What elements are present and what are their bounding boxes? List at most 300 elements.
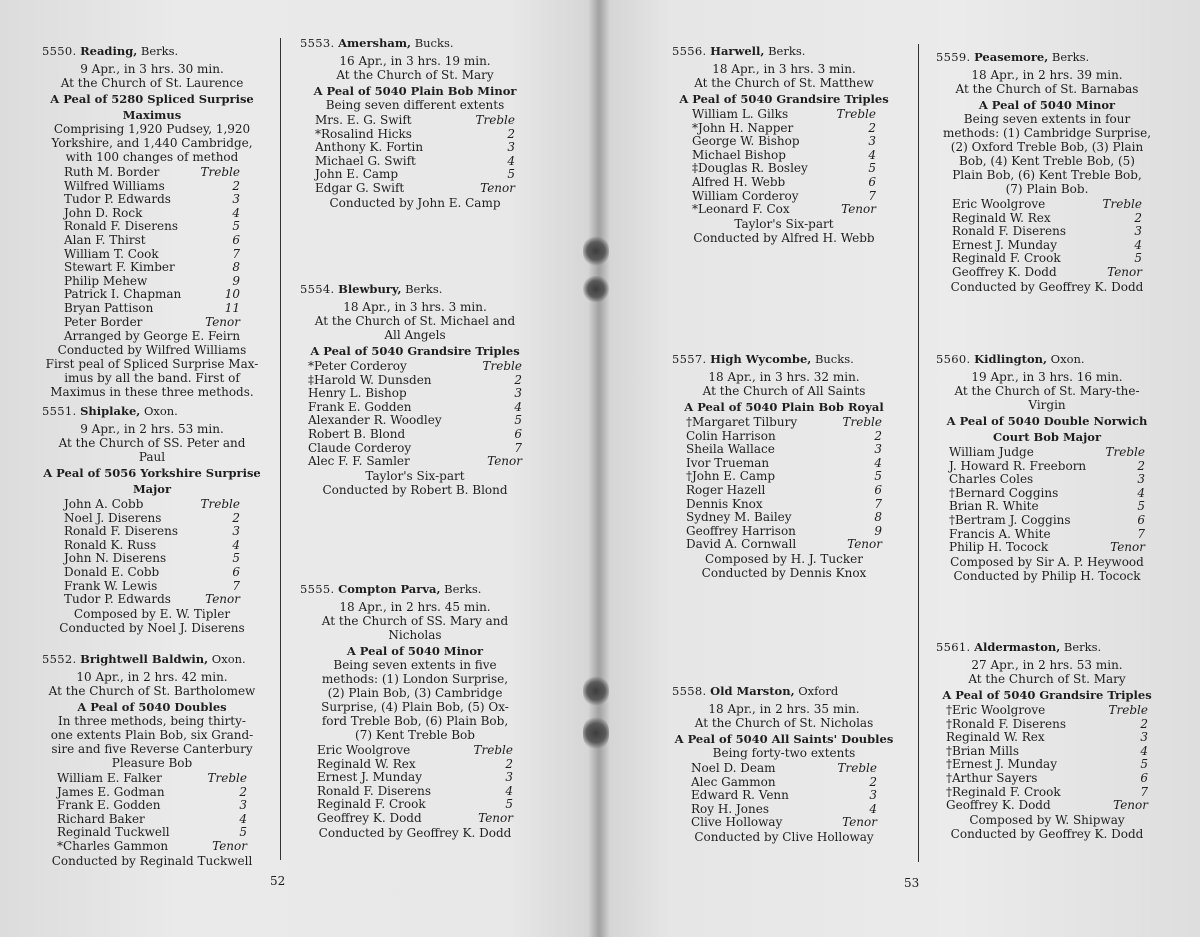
ringer-list: [691, 761, 877, 829]
bell-number: 5: [868, 161, 876, 176]
bell-number: 3: [1137, 472, 1145, 487]
method-note: Being seven different extents: [325, 98, 505, 112]
ringer-row: [691, 775, 877, 789]
peal-date: 27 Apr., in 2 hrs. 53 min.: [971, 658, 1123, 672]
bell-number: Treble: [842, 415, 882, 429]
bell-number: 3: [868, 134, 876, 149]
method-note: Yorkshire, and 1,440 Cambridge,: [51, 136, 253, 150]
church-line: At the Church of St. Nicholas: [694, 716, 874, 730]
ringer-list: [952, 197, 1142, 279]
peal-record: [672, 44, 896, 245]
peal-footnote: Conducted by Noel J. Diserens: [59, 620, 245, 635]
bell-number: 8: [232, 260, 240, 275]
ringer-list: [317, 743, 513, 825]
bell-number: Treble: [1108, 703, 1148, 717]
peal-place: Shiplake,: [80, 404, 141, 418]
bell-number: Treble: [200, 497, 240, 511]
ringer-row: [64, 274, 240, 288]
peal-number: 5554.: [300, 282, 335, 296]
bell-number: 2: [868, 120, 876, 135]
ringer-row: [64, 233, 240, 247]
staple-mark: [583, 276, 609, 302]
ringer-name: *Peter Corderoy: [308, 359, 407, 373]
ringer-name: J. Howard R. Freeborn: [949, 458, 1087, 473]
peal-county: Oxon.: [211, 652, 246, 666]
method-note: Plain Bob, (6) Kent Treble Bob,: [952, 168, 1142, 182]
peal-record: [936, 352, 1158, 583]
peal-record: [300, 282, 530, 497]
peal-footnote: Composed by W. Shipway: [969, 812, 1125, 827]
ringer-name: Tudor P. Edwards: [64, 592, 171, 607]
ringer-name: Reginald F. Crook: [952, 251, 1061, 266]
bell-number: 4: [514, 399, 522, 414]
ringer-name: Philip H. Tocock: [949, 540, 1049, 555]
peal-county: Berks.: [1063, 640, 1102, 654]
ringer-name: Francis A. White: [949, 526, 1051, 541]
ringer-row: [64, 179, 240, 193]
ringer-row: [57, 771, 247, 785]
staple-mark: [583, 676, 609, 706]
peal-footnote: Taylor's Six-part: [734, 216, 834, 231]
ringer-name: Colin Harrison: [686, 428, 776, 443]
ringer-row: [64, 579, 240, 593]
ringer-name: Richard Baker: [57, 811, 145, 826]
bell-number: Tenor: [841, 202, 876, 217]
ringer-name: †Arthur Sayers: [946, 770, 1038, 785]
ringer-name: Geoffrey K. Dodd: [317, 810, 422, 825]
bell-number: 2: [507, 126, 515, 141]
ringer-name: †Ronald F. Diserens: [946, 716, 1067, 731]
bell-number: 3: [232, 524, 240, 539]
ringer-name: Ernest J. Munday: [317, 770, 422, 785]
ringer-name: Ivor Trueman: [686, 455, 770, 470]
method-note: Being seven extents in five: [333, 658, 497, 672]
ringer-name: John E. Camp: [315, 167, 399, 182]
method-note: one extents Plain Bob, six Grand-: [50, 728, 254, 742]
ringer-name: Reginald Tuckwell: [57, 825, 170, 840]
bell-number: Treble: [1102, 197, 1142, 211]
peal-record: [672, 352, 896, 580]
peal-heading: [42, 652, 262, 666]
peal-record: [300, 36, 530, 210]
bell-number: 2: [232, 178, 240, 193]
ringer-name: John D. Rock: [64, 205, 143, 220]
bell-number: 3: [507, 140, 515, 155]
ringer-name: William Judge: [949, 445, 1034, 459]
ringer-row: [308, 413, 522, 427]
ringer-row: [686, 483, 882, 497]
church-line: At the Church of SS. Peter and: [58, 436, 246, 450]
bell-number: Tenor: [487, 454, 522, 469]
bell-number: 4: [869, 801, 877, 816]
peal-title: Maximus: [122, 108, 182, 122]
peal-heading: [300, 282, 530, 296]
ringer-row: [952, 197, 1142, 211]
peal-county: Oxon.: [1050, 352, 1085, 366]
ringer-list: [692, 107, 876, 216]
bell-number: 5: [1137, 499, 1145, 514]
church-line: At the Church of St. Bartholomew: [48, 684, 256, 698]
ringer-row: [692, 189, 876, 203]
ringer-row: [686, 510, 882, 524]
peal-footnote: Composed by Sir A. P. Heywood: [950, 554, 1144, 569]
ringer-name: Michael G. Swift: [315, 153, 416, 168]
ringer-name: Eric Woolgrove: [952, 197, 1046, 211]
ringer-row: [949, 459, 1145, 473]
ringer-list: [308, 359, 522, 468]
ringer-name: *John H. Napper: [692, 120, 794, 135]
ringer-row: [946, 717, 1148, 731]
bell-number: 5: [507, 167, 515, 182]
ringer-list: [949, 445, 1145, 554]
ringer-row: [64, 511, 240, 525]
ringer-row: [315, 154, 515, 168]
bell-number: 5: [874, 469, 882, 484]
ringer-row: [692, 148, 876, 162]
ringer-name: Tudor P. Edwards: [64, 192, 171, 207]
bell-number: 4: [1137, 485, 1145, 500]
peal-county: Oxon.: [143, 404, 178, 418]
method-note: (2) Oxford Treble Bob, (3) Plain: [950, 140, 1144, 154]
bell-number: 7: [514, 440, 522, 455]
ringer-row: [64, 524, 240, 538]
peal-number: 5560.: [936, 352, 971, 366]
page-number: 52: [270, 874, 286, 888]
ringer-name: Alec F. F. Samler: [308, 454, 410, 469]
peal-title: A Peal of 5040 All Saints' Doubles: [674, 732, 894, 746]
ringer-name: Patrick I. Chapman: [64, 287, 182, 302]
ringer-name: Edward R. Venn: [691, 788, 789, 803]
method-note: Bob, (4) Kent Treble Bob, (5): [959, 154, 1135, 168]
bell-number: Treble: [1105, 445, 1145, 459]
ringer-name: †Brian Mills: [946, 743, 1020, 758]
ringer-row: [949, 472, 1145, 486]
ringer-row: [686, 456, 882, 470]
ringer-name: John N. Diserens: [64, 551, 167, 566]
bell-number: Treble: [473, 743, 513, 757]
ringer-row: [686, 524, 882, 538]
ringer-row: [64, 260, 240, 274]
ringer-name: Frank E. Godden: [308, 399, 412, 414]
bell-number: 6: [1137, 512, 1145, 527]
church-line: At the Church of St. Mary: [968, 672, 1126, 686]
bell-number: 4: [874, 455, 882, 470]
page-number: 53: [904, 876, 920, 890]
ringer-row: [686, 497, 882, 511]
ringer-name: Reginald W. Rex: [317, 756, 416, 771]
peal-heading: [42, 44, 262, 58]
peal-record: [936, 50, 1158, 294]
ringer-row: [64, 165, 240, 179]
ringer-row: [57, 798, 247, 812]
peal-date: 18 Apr., in 2 hrs. 35 min.: [708, 702, 860, 716]
ringer-row: [315, 113, 515, 127]
peal-record: [936, 640, 1158, 841]
ringer-row: [946, 730, 1148, 744]
bell-number: 4: [505, 783, 513, 798]
peal-date: 10 Apr., in 2 hrs. 42 min.: [76, 670, 228, 684]
bell-number: 7: [232, 578, 240, 593]
peal-record: [42, 44, 262, 399]
ringer-row: [952, 265, 1142, 279]
column-2: [300, 0, 530, 937]
ringer-name: William Corderoy: [692, 188, 799, 203]
peal-title: A Peal of 5040 Plain Bob Minor: [313, 84, 517, 98]
ringer-row: [692, 121, 876, 135]
bell-number: 3: [232, 192, 240, 207]
ringer-row: [64, 206, 240, 220]
peal-date: 18 Apr., in 2 hrs. 39 min.: [971, 68, 1123, 82]
bell-number: 2: [232, 510, 240, 525]
ringer-row: [692, 202, 876, 216]
peal-title: A Peal of 5040 Plain Bob Royal: [684, 400, 884, 414]
bell-number: Tenor: [847, 537, 882, 552]
ringer-name: †Reginald F. Crook: [946, 784, 1061, 799]
bell-number: 6: [232, 564, 240, 579]
ringer-row: [949, 486, 1145, 500]
ringer-row: [946, 771, 1148, 785]
peal-record: [672, 684, 896, 844]
ringer-row: [64, 551, 240, 565]
peal-place: Brightwell Baldwin,: [80, 652, 209, 666]
bell-number: 2: [239, 784, 247, 799]
ringer-row: [946, 798, 1148, 812]
church-line: At the Church of SS. Mary and: [321, 614, 509, 628]
peal-date: 9 Apr., in 3 hrs. 30 min.: [80, 62, 224, 76]
ringer-name: Ronald K. Russ: [64, 537, 157, 552]
method-note: (7) Plain Bob.: [1005, 182, 1089, 196]
ringer-row: [308, 454, 522, 468]
ringer-name: Ruth M. Border: [64, 165, 160, 179]
bell-number: 10: [224, 287, 240, 302]
bell-number: 7: [232, 246, 240, 261]
peal-footnote: Taylor's Six-part: [365, 468, 465, 483]
ringer-name: Dennis Knox: [686, 496, 763, 511]
peal-date: 9 Apr., in 2 hrs. 53 min.: [80, 422, 224, 436]
ringer-name: ‡Harold W. Dunsden: [308, 372, 432, 387]
peal-place: Harwell,: [710, 44, 765, 58]
peal-county: Berks.: [140, 44, 179, 58]
church-line: At the Church of St. Laurence: [60, 76, 244, 90]
method-note: Pleasure Bob: [111, 756, 193, 770]
ringer-name: Anthony K. Fortin: [315, 140, 424, 155]
peal-heading: [300, 36, 530, 50]
bell-number: 7: [868, 188, 876, 203]
bell-number: 4: [232, 537, 240, 552]
ringer-row: [317, 743, 513, 757]
bell-number: Treble: [207, 771, 247, 785]
ringer-name: Eric Woolgrove: [317, 743, 411, 757]
bell-number: Tenor: [212, 838, 247, 853]
bell-number: 11: [224, 300, 240, 315]
bell-number: Tenor: [205, 314, 240, 329]
ringer-name: William T. Cook: [64, 246, 159, 261]
bell-number: Tenor: [1113, 798, 1148, 813]
ringer-row: [57, 839, 247, 853]
ringer-row: [317, 797, 513, 811]
ringer-row: [946, 744, 1148, 758]
ringer-name: Clive Holloway: [691, 815, 783, 830]
ringer-list: [64, 165, 240, 328]
peal-heading: [936, 50, 1158, 64]
peal-footnote: First peal of Spliced Surprise Max-: [45, 357, 259, 372]
peal-title: Court Bob Major: [992, 430, 1102, 444]
peal-place: Kidlington,: [974, 352, 1047, 366]
ringer-row: [949, 540, 1145, 554]
method-note: (2) Plain Bob, (3) Cambridge: [327, 686, 503, 700]
method-note: Being seven extents in four: [963, 112, 1131, 126]
bell-number: 4: [868, 147, 876, 162]
ringer-row: [64, 192, 240, 206]
ringer-row: [64, 287, 240, 301]
ringer-row: [691, 788, 877, 802]
bell-number: 2: [1134, 210, 1142, 225]
peal-title: A Peal of 5040 Grandsire Triples: [310, 344, 520, 358]
ringer-row: [64, 315, 240, 329]
peal-number: 5552.: [42, 652, 77, 666]
staple-mark: [583, 716, 609, 750]
ringer-row: [686, 429, 882, 443]
ringer-name: Alexander R. Woodley: [308, 413, 442, 428]
ringer-row: [308, 427, 522, 441]
ringer-name: †Margaret Tilbury: [686, 415, 798, 429]
bell-number: 3: [1134, 224, 1142, 239]
ringer-row: [64, 497, 240, 511]
peal-number: 5557.: [672, 352, 707, 366]
peal-title: A Peal of 5040 Minor: [978, 98, 1116, 112]
ringer-row: [949, 527, 1145, 541]
ringer-row: [308, 400, 522, 414]
bell-number: 6: [1140, 770, 1148, 785]
ringer-name: Frank W. Lewis: [64, 578, 158, 593]
ringer-name: *Charles Gammon: [57, 838, 169, 853]
ringer-list: [946, 703, 1148, 812]
ringer-name: Roger Hazell: [686, 482, 766, 497]
peal-footnote: Conducted by Reginald Tuckwell: [51, 853, 253, 868]
bell-number: Tenor: [478, 810, 513, 825]
column-1: [42, 0, 262, 937]
peal-heading: [672, 352, 896, 366]
ringer-name: Stewart F. Kimber: [64, 260, 175, 275]
peal-place: Compton Parva,: [338, 582, 441, 596]
method-note: ford Treble Bob, (6) Plain Bob,: [321, 714, 509, 728]
ringer-name: Robert B. Blond: [308, 426, 406, 441]
bell-number: 7: [1140, 784, 1148, 799]
method-note: Being forty-two extents: [712, 746, 856, 760]
bell-number: Treble: [482, 359, 522, 373]
ringer-row: [692, 107, 876, 121]
peal-footnote: Arranged by George E. Feirn: [63, 329, 241, 344]
bell-number: 4: [232, 205, 240, 220]
church-line: Paul: [138, 450, 166, 464]
ringer-name: Henry L. Bishop: [308, 386, 407, 401]
ringer-row: [308, 386, 522, 400]
bell-number: Treble: [475, 113, 515, 127]
ringer-row: [317, 770, 513, 784]
peal-number: 5561.: [936, 640, 971, 654]
ringer-name: Noel D. Deam: [691, 761, 776, 775]
bell-number: Tenor: [1110, 540, 1145, 555]
ringer-name: Philip Mehew: [64, 273, 148, 288]
ringer-name: Frank E. Godden: [57, 798, 161, 813]
bell-number: Tenor: [1107, 264, 1142, 279]
bell-number: 5: [232, 219, 240, 234]
ringer-name: ‡Douglas R. Bosley: [692, 161, 808, 176]
ringer-row: [57, 825, 247, 839]
ringer-name: Noel J. Diserens: [64, 510, 162, 525]
ringer-name: Donald E. Cobb: [64, 564, 160, 579]
ringer-name: Reginald F. Crook: [317, 797, 426, 812]
peal-place: Peasemore,: [974, 50, 1049, 64]
ringer-row: [64, 301, 240, 315]
ringer-row: [691, 815, 877, 829]
ringer-row: [686, 469, 882, 483]
method-note: methods: (1) Cambridge Surprise,: [942, 126, 1152, 140]
ringer-name: William L. Gilks: [692, 107, 789, 121]
peal-heading: [672, 684, 896, 698]
peal-record: [300, 582, 530, 840]
bell-number: 3: [514, 386, 522, 401]
ringer-name: Ronald F. Diserens: [317, 783, 432, 798]
ringer-name: Reginald W. Rex: [946, 730, 1045, 745]
bell-number: Tenor: [205, 592, 240, 607]
church-line: Virgin: [1028, 398, 1066, 412]
ringer-row: [315, 181, 515, 195]
peal-title: A Peal of 5040 Minor: [346, 644, 484, 658]
ringer-row: [57, 812, 247, 826]
bell-number: 5: [239, 825, 247, 840]
ringer-row: [686, 442, 882, 456]
ringer-name: Geoffrey K. Dodd: [952, 264, 1057, 279]
ringer-row: [686, 537, 882, 551]
ringer-row: [686, 415, 882, 429]
ringer-name: †Ernest J. Munday: [946, 757, 1057, 772]
peal-footnote: Conducted by Dennis Knox: [701, 565, 867, 580]
method-note: sire and five Reverse Canterbury: [51, 742, 253, 756]
ringer-row: [691, 761, 877, 775]
peal-county: Bucks.: [814, 352, 854, 366]
peal-footnote: Conducted by John E. Camp: [329, 195, 501, 210]
peal-footnote: Composed by E. W. Tipler: [73, 606, 231, 621]
ringer-name: Ronald F. Diserens: [64, 219, 179, 234]
ringer-row: [317, 757, 513, 771]
peal-number: 5550.: [42, 44, 77, 58]
ringer-row: [315, 127, 515, 141]
bell-number: 2: [869, 774, 877, 789]
bell-number: 6: [514, 426, 522, 441]
ringer-name: Sheila Wallace: [686, 442, 775, 457]
ringer-row: [57, 785, 247, 799]
bell-number: Treble: [200, 165, 240, 179]
ringer-name: James E. Godman: [57, 784, 165, 799]
peal-heading: [936, 640, 1158, 654]
peal-county: Berks.: [768, 44, 806, 58]
bell-number: 7: [1137, 526, 1145, 541]
bell-number: Tenor: [480, 180, 515, 195]
ringer-name: George W. Bishop: [692, 134, 800, 149]
peal-county: Bucks.: [414, 36, 454, 50]
ringer-row: [64, 219, 240, 233]
peal-date: 18 Apr., in 3 hrs. 32 min.: [708, 370, 860, 384]
peal-title: A Peal of 5280 Spliced Surprise: [50, 92, 254, 106]
ringer-row: [952, 224, 1142, 238]
peal-place: High Wycombe,: [710, 352, 812, 366]
ringer-row: [64, 565, 240, 579]
ringer-row: [64, 247, 240, 261]
peal-footnote: Conducted by Wilfred Williams: [57, 343, 247, 358]
bell-number: 4: [1140, 743, 1148, 758]
ringer-row: [692, 134, 876, 148]
